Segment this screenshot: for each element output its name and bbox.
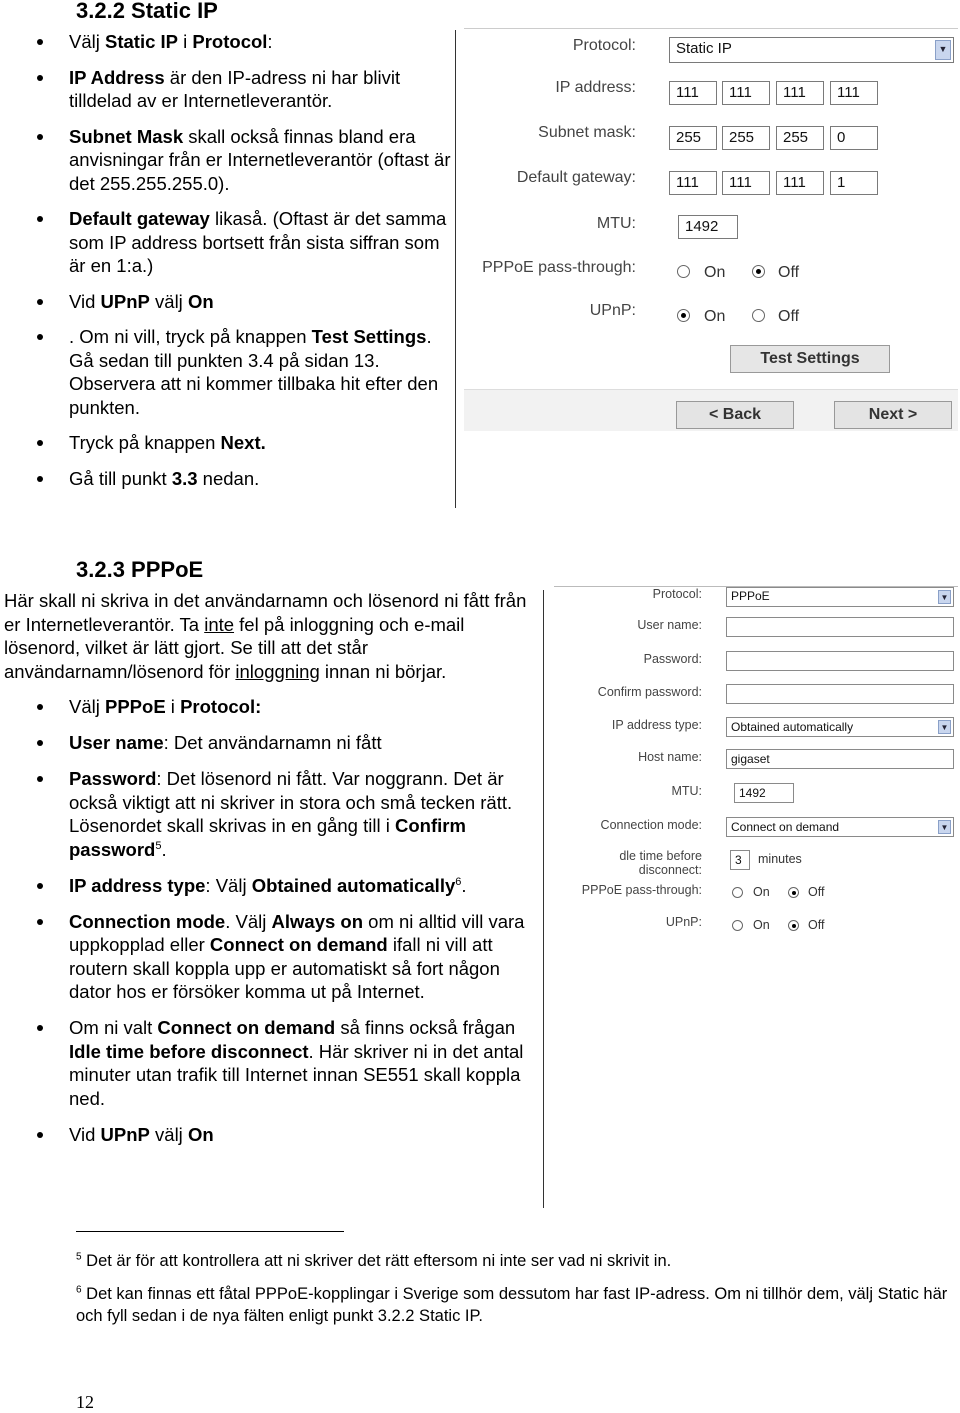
pppoe-on-radio[interactable] [677, 265, 690, 278]
next-button[interactable]: Next > [834, 401, 952, 429]
ip-address-type-select[interactable]: Obtained automatically ▼ [726, 717, 954, 737]
list-item: IP Address är den IP-adress ni har blivit tilldelad av er Internetleverantör. [0, 66, 460, 113]
password-input[interactable] [726, 651, 954, 671]
column-divider [455, 30, 456, 508]
protocol-select[interactable]: Static IP ▼ [669, 37, 954, 63]
column-divider [543, 590, 544, 1208]
list-item: Default gateway likaså. (Oftast är det samma som IP address bortsett från sista siffran som är en 1:a.) [0, 207, 460, 278]
section-title-pppoe: 3.2.3 PPPoE [76, 557, 204, 582]
chevron-down-icon: ▼ [935, 40, 951, 60]
idle-time-unit: minutes [758, 852, 802, 866]
static-ip-list [0, 30, 460, 502]
mask-octet-4[interactable]: 0 [830, 126, 878, 150]
list-item: Subnet Mask skall också finnas bland era anvisningar från er Internetleverantör (oftast är det 255.255.255.0). [0, 125, 460, 196]
list-item: Vid UPnP välj On [0, 290, 460, 314]
footnote-separator [76, 1231, 344, 1232]
upnp-on-label: On [753, 918, 770, 932]
idle-time-input[interactable]: 3 [730, 850, 750, 870]
pppoe-off-label: Off [778, 264, 800, 281]
back-button[interactable]: < Back [676, 401, 794, 429]
password-label: Password: [643, 652, 702, 666]
gateway-octet-1[interactable]: 111 [669, 171, 717, 195]
protocol-select[interactable]: PPPoE ▼ [726, 587, 954, 607]
mask-octet-2[interactable]: 255 [722, 126, 770, 150]
list-item: Om ni valt Connect on demand så finns också frågan Idle time before disconnect. Här skriver ni in det antal minuter utan trafik till Internet innan SE551 skall koppla ned. [0, 1016, 540, 1110]
pppoe-pass-through-label: PPPoE pass-through: [482, 259, 636, 276]
list-item: Connection mode. Välj Always on om ni alltid vill vara uppkopplad eller Connect on demand ifall ni vill att routern skall koppla upp er automatiskt så fort någon dator hos er försöker komma ut på Internet. [0, 910, 540, 1004]
ip-address-type-label: IP address type: [611, 718, 702, 732]
list-item: Välj Static IP i Protocol: [0, 30, 460, 54]
list-item: Vid UPnP välj On [0, 1123, 540, 1147]
user-name-label: User name: [637, 618, 702, 632]
pppoe-pass-through-label: PPPoE pass-through: [581, 883, 702, 897]
connection-mode-select[interactable]: Connect on demand ▼ [726, 817, 954, 837]
idle-time-label: dle time before disconnect: [619, 849, 702, 877]
chevron-down-icon: ▼ [938, 720, 951, 734]
chevron-down-icon: ▼ [938, 820, 951, 834]
list-item: User name: Det användarnamn ni fått [0, 731, 540, 755]
list-item: Tryck på knappen Next. [0, 431, 460, 455]
pppoe-on-label: On [704, 264, 726, 281]
list-item: . Om ni vill, tryck på knappen Test Settings. Gå sedan till punkten 3.4 på sidan 13. Observera att ni kommer tillbaka hit efter den punkten. [0, 325, 460, 419]
upnp-label: UPnP: [589, 302, 636, 319]
page-number: 12 [76, 1392, 94, 1412]
pppoe-on-label: On [753, 885, 770, 899]
pppoe-list [0, 695, 540, 1159]
user-name-input[interactable] [726, 617, 954, 637]
upnp-off-radio[interactable] [788, 920, 799, 931]
upnp-off-radio[interactable] [752, 309, 765, 322]
mtu-input[interactable]: 1492 [678, 215, 738, 239]
ip-octet-3[interactable]: 111 [776, 81, 824, 105]
gateway-octet-3[interactable]: 111 [776, 171, 824, 195]
protocol-label: Protocol: [572, 37, 636, 54]
mtu-input[interactable]: 1492 [734, 783, 794, 803]
pppoe-off-label: Off [808, 885, 825, 899]
pppoe-off-radio[interactable] [788, 887, 799, 898]
list-item: Password: Det lösenord ni fått. Var noggrann. Det är också viktigt att ni skriver in stora och små tecken rätt. Lösenordet skall skrivas in en gång till i Confirm password$^5$. [0, 767, 540, 861]
list-item: IP address type: Välj Obtained automatically$^6$. [0, 874, 540, 898]
default-gateway-label: Default gateway: [516, 169, 636, 186]
upnp-on-radio[interactable] [677, 309, 690, 322]
subnet-mask-label: Subnet mask: [538, 124, 636, 141]
pppoe-settings-screenshot [554, 586, 958, 933]
ip-octet-1[interactable]: 111 [669, 81, 717, 105]
pppoe-intro: Här skall ni skriva in det användarnamn och lösenord ni fått från er Internetleverantör. Ta inte fel på inloggning och e-mail lösenord, vilket är lätt gjort. Se till att det står användarnamn/lösenord för inloggning innan ni börjar. [4, 590, 527, 682]
footnote-6: $^6$ Det kan finnas ett fåtal PPPoE-kopplingar i Sverige som dessutom har fast IP-adress. Om ni tillhör dem, välj Static här och fyll sedan i de nya fälten enligt punkt 3.2.2 Static IP. [76, 1284, 948, 1325]
confirm-password-input[interactable] [726, 684, 954, 704]
protocol-label: Protocol: [652, 587, 702, 601]
upnp-off-label: Off [808, 918, 825, 932]
mtu-label: MTU: [596, 215, 636, 232]
host-name-input[interactable]: gigaset [726, 749, 954, 769]
upnp-off-label: Off [778, 308, 800, 325]
footnote-5: $^5$ Det är för att kontrollera att ni skriver det rätt eftersom ni inte ser vad ni skrivit in. [76, 1251, 672, 1270]
confirm-password-label: Confirm password: [597, 685, 702, 699]
host-name-label: Host name: [638, 750, 702, 764]
upnp-on-radio[interactable] [732, 920, 743, 931]
upnp-label: UPnP: [665, 915, 702, 929]
mask-octet-1[interactable]: 255 [669, 126, 717, 150]
upnp-on-label: On [704, 308, 726, 325]
list-item: Gå till punkt 3.3 nedan. [0, 467, 460, 491]
chevron-down-icon: ▼ [938, 590, 951, 604]
test-settings-button[interactable]: Test Settings [730, 345, 890, 373]
section-title-static-ip: 3.2.2 Static IP [76, 0, 218, 23]
static-ip-settings-screenshot [464, 28, 958, 431]
mask-octet-3[interactable]: 255 [776, 126, 824, 150]
ip-octet-4[interactable]: 111 [830, 81, 878, 105]
ip-address-label: IP address: [555, 79, 636, 96]
ip-octet-2[interactable]: 111 [722, 81, 770, 105]
pppoe-off-radio[interactable] [752, 265, 765, 278]
gateway-octet-2[interactable]: 111 [722, 171, 770, 195]
connection-mode-label: Connection mode: [600, 818, 702, 832]
gateway-octet-4[interactable]: 1 [830, 171, 878, 195]
pppoe-on-radio[interactable] [732, 887, 743, 898]
list-item: Välj PPPoE i Protocol: [0, 695, 540, 719]
mtu-label: MTU: [671, 784, 702, 798]
